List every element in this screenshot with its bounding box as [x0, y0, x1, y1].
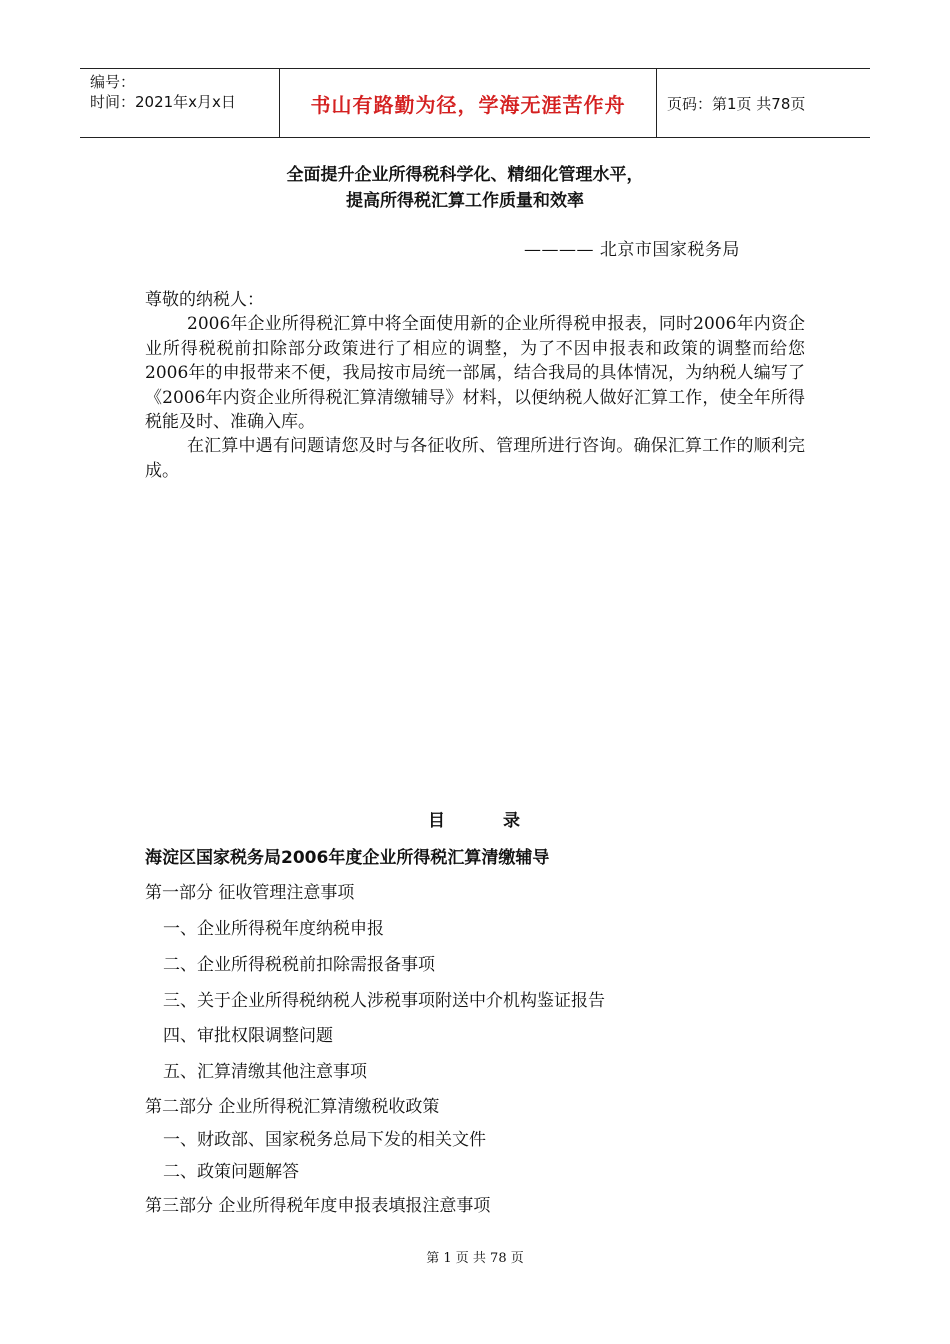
toc-title: [428, 806, 520, 831]
toc-title-a: 目: [428, 811, 445, 831]
document-header: [80, 68, 870, 138]
page-title-line2: 提高所得税汇算工作质量和效率: [346, 191, 584, 211]
page-footer: 第 1 页 共 78 页: [426, 1251, 524, 1266]
page-title-line1: 全面提升企业所得税科学化、精细化管理水平，: [286, 165, 644, 185]
motto: 书山有路勤为径，学海无涯苦作舟: [310, 92, 626, 117]
toc-item: 二、政策问题解答: [163, 1162, 299, 1182]
toc-item: 二、企业所得税税前扣除需报备事项: [163, 955, 435, 975]
header-page-cell: [657, 69, 870, 137]
toc-item: 第一部分 征收管理注意事项: [145, 883, 355, 903]
header-meta: [80, 69, 280, 137]
toc-item: 一、企业所得税年度纳税申报: [163, 919, 384, 939]
toc-item: 三、关于企业所得税纳税人涉税事项附送中介机构鉴证报告: [163, 991, 605, 1011]
date-label: 时间：2021年x月x日: [90, 93, 236, 111]
paragraph-2: 在汇算中遇有问题请您及时与各征收所、管理所进行咨询。确保汇算工作的顺利完成。: [145, 436, 805, 481]
toc-item: 一、财政部、国家税务总局下发的相关文件: [163, 1130, 486, 1150]
greeting: 尊敬的纳税人：: [145, 290, 264, 310]
page-label: 页码：第1页 共78页: [667, 94, 806, 113]
toc-title-b: 录: [503, 811, 520, 831]
paragraph-1: 2006年企业所得税汇算中将全面使用新的企业所得税申报表，同时2006年内资企业所得税税前扣除部分政策进行了相应的调整，为了不因申报表和政策的调整而给您2006年的申报带来不便，我局按市局统一部属，结合我局的具体情况，为纳税人编写了《2006年内资企业所得税汇算清缴辅导》材料，以便纳税人做好汇算工作，使全年所得税能及时、准确入库。: [145, 314, 805, 432]
toc-item: 四、审批权限调整问题: [163, 1026, 333, 1046]
toc-item: 第二部分 企业所得税汇算清缴税收政策: [145, 1097, 440, 1117]
toc-heading: 海淀区国家税务局2006年度企业所得税汇算清缴辅导: [145, 848, 550, 868]
toc-item: 第三部分 企业所得税年度申报表填报注意事项: [145, 1196, 491, 1216]
header-motto-cell: [280, 69, 657, 137]
toc-item: 五、汇算清缴其他注意事项: [163, 1062, 367, 1082]
number-label: 编号：: [90, 73, 136, 91]
signoff: ———— 北京市国家税务局: [524, 240, 740, 260]
